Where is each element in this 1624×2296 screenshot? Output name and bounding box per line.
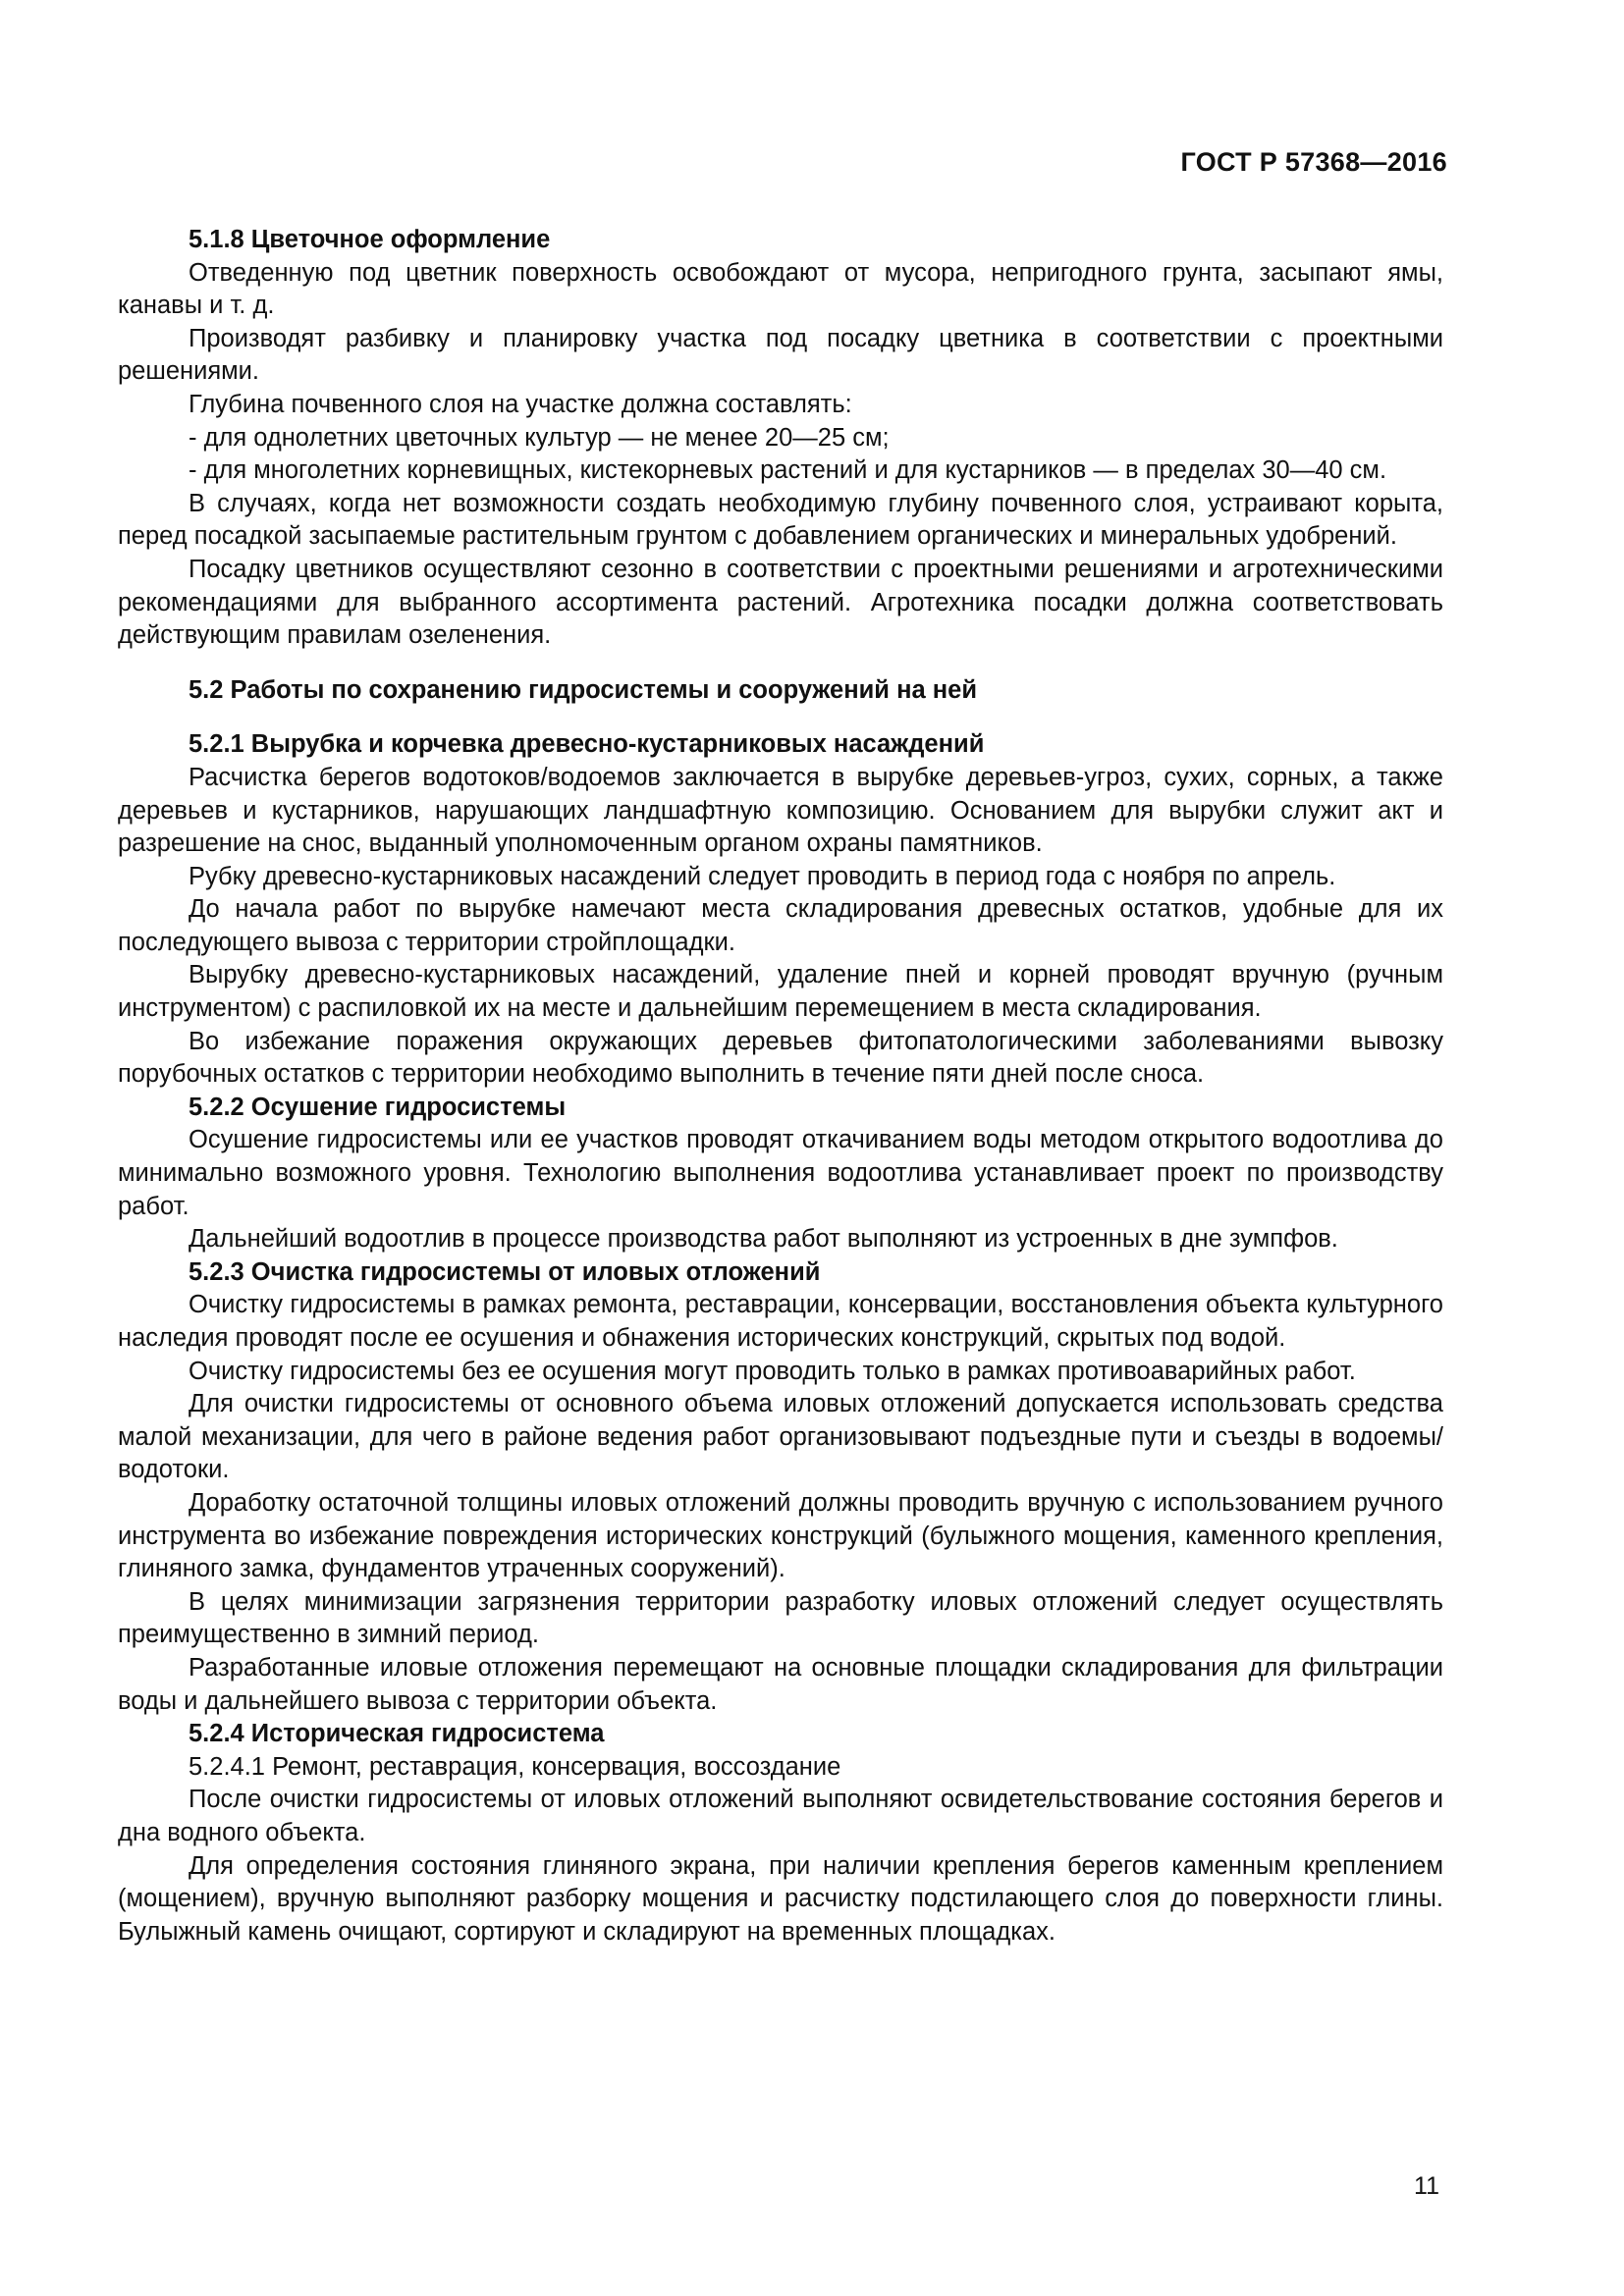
paragraph: Для определения состояния глиняного экрана, при наличии крепления берегов каменным креплением (мощением), вручную выполняют разборку мощения и расчистку подстилающего слоя до поверхности глины. Булыжный камень очищают, сортируют и складируют на временных площадках. [118,1851,1443,1946]
paragraph: Дальнейший водоотлив в процессе производства работ выполняют из устроенных в дне зумпфов. [189,1225,1338,1254]
paragraph: Очистку гидросистемы в рамках ремонта, реставрации, консервации, восстановления объекта культурного наследия проводят после ее осушения и обнажения исторических конструкций, скрытых под водой. [118,1291,1443,1352]
list-item: - для многолетних корневищных, кистекорневых растений и для кустарников — в пределах 30—40 см. [189,456,1387,485]
paragraph: Рубку древесно-кустарниковых насаждений следует проводить в период года с ноября по апрель. [189,862,1336,890]
page-number: 11 [1414,2172,1439,2200]
section-heading-5-2-2: 5.2.2 Осушение гидросистемы [189,1093,567,1121]
document-body [118,224,1443,1949]
section-heading-5-2: 5.2 Работы по сохранению гидросистемы и сооружений на ней [189,675,978,704]
standard-id: ГОСТ Р 57368—2016 [1180,147,1447,177]
paragraph: Вырубку древесно-кустарниковых насаждений, удаление пней и корней проводят вручную (ручным инструментом) с распиловкой их на месте и дальнейшим перемещением в места складирования. [118,961,1443,1023]
section-heading-5-2-4: 5.2.4 Историческая гидросистема [189,1720,605,1748]
section-heading-5-2-3: 5.2.3 Очистка гидросистемы от иловых отложений [189,1257,821,1286]
paragraph: В целях минимизации загрязнения территории разработку иловых отложений следует осуществлять преимущественно в зимний период. [118,1587,1443,1649]
paragraph: Глубина почвенного слоя на участке должна составлять: [189,390,852,418]
paragraph: Для очистки гидросистемы от основного объема иловых отложений допускается использовать средства малой механизации, для чего в районе ведения работ организовывают подъездные пути и съезды в водоемы/водотоки. [118,1390,1443,1484]
paragraph: Отведенную под цветник поверхность освобождают от мусора, непригодного грунта, засыпают ямы, канавы и т. д. [118,258,1443,320]
paragraph: Разработанные иловые отложения перемещают на основные площадки складирования для фильтрации воды и дальнейшего вывоза с территории объекта. [118,1653,1443,1715]
paragraph: Очистку гидросистемы без ее осушения могут проводить только в рамках противоаварийных работ. [189,1357,1356,1385]
paragraph: Осушение гидросистемы или ее участков проводят откачиванием воды методом открытого водоотлива до минимально возможного уровня. Технологию выполнения водоотлива устанавливает проект по производству работ. [118,1126,1443,1220]
paragraph: Доработку остаточной толщины иловых отложений должны проводить вручную с использованием ручного инструмента во избежание повреждения исторических конструкций (булыжного мощения, каменного крепления, глиняного замка, фундаментов утраченных сооружений). [118,1488,1443,1583]
paragraph: В случаях, когда нет возможности создать необходимую глубину почвенного слоя, устраивают корыта, перед посадкой засыпаемые растительным грунтом с добавлением органических и минеральных удобрений. [118,489,1443,551]
section-heading-5-1-8: 5.1.8 Цветочное оформление [189,226,551,253]
paragraph: Во избежание поражения окружающих деревьев фитопатологическими заболеваниями вывозку порубочных остатков с территории необходимо выполнить в течение пяти дней после сноса. [118,1027,1443,1089]
paragraph: Посадку цветников осуществляют сезонно в соответствии с проектными решениями и агротехническими рекомендациями для выбранного ассортимента растений. Агротехника посадки должна соответствовать действующим правилам озеленения. [118,555,1443,650]
paragraph: До начала работ по вырубке намечают места складирования древесных остатков, удобные для их последующего вывоза с территории стройплощадки. [118,895,1443,956]
section-heading-5-2-1: 5.2.1 Вырубка и корчевка древесно-кустарниковых насаждений [189,730,985,759]
subsection-title-5-2-4-1: 5.2.4.1 Ремонт, реставрация, консервация, воссоздание [189,1752,841,1781]
paragraph: После очистки гидросистемы от иловых отложений выполняют освидетельствование состояния берегов и дна водного объекта. [118,1786,1443,1846]
paragraph: Производят разбивку и планировку участка под посадку цветника в соответствии с проектными решениями. [118,324,1443,386]
list-item: - для однолетних цветочных культур — не менее 20—25 см; [189,423,890,452]
paragraph: Расчистка берегов водотоков/водоемов заключается в вырубке деревьев-угроз, сухих, сорных, а также деревьев и кустарников, нарушающих ландшафтную композицию. Основанием для вырубки служит акт и разрешение на снос, выданный уполномоченным органом охраны памятников. [118,763,1443,858]
